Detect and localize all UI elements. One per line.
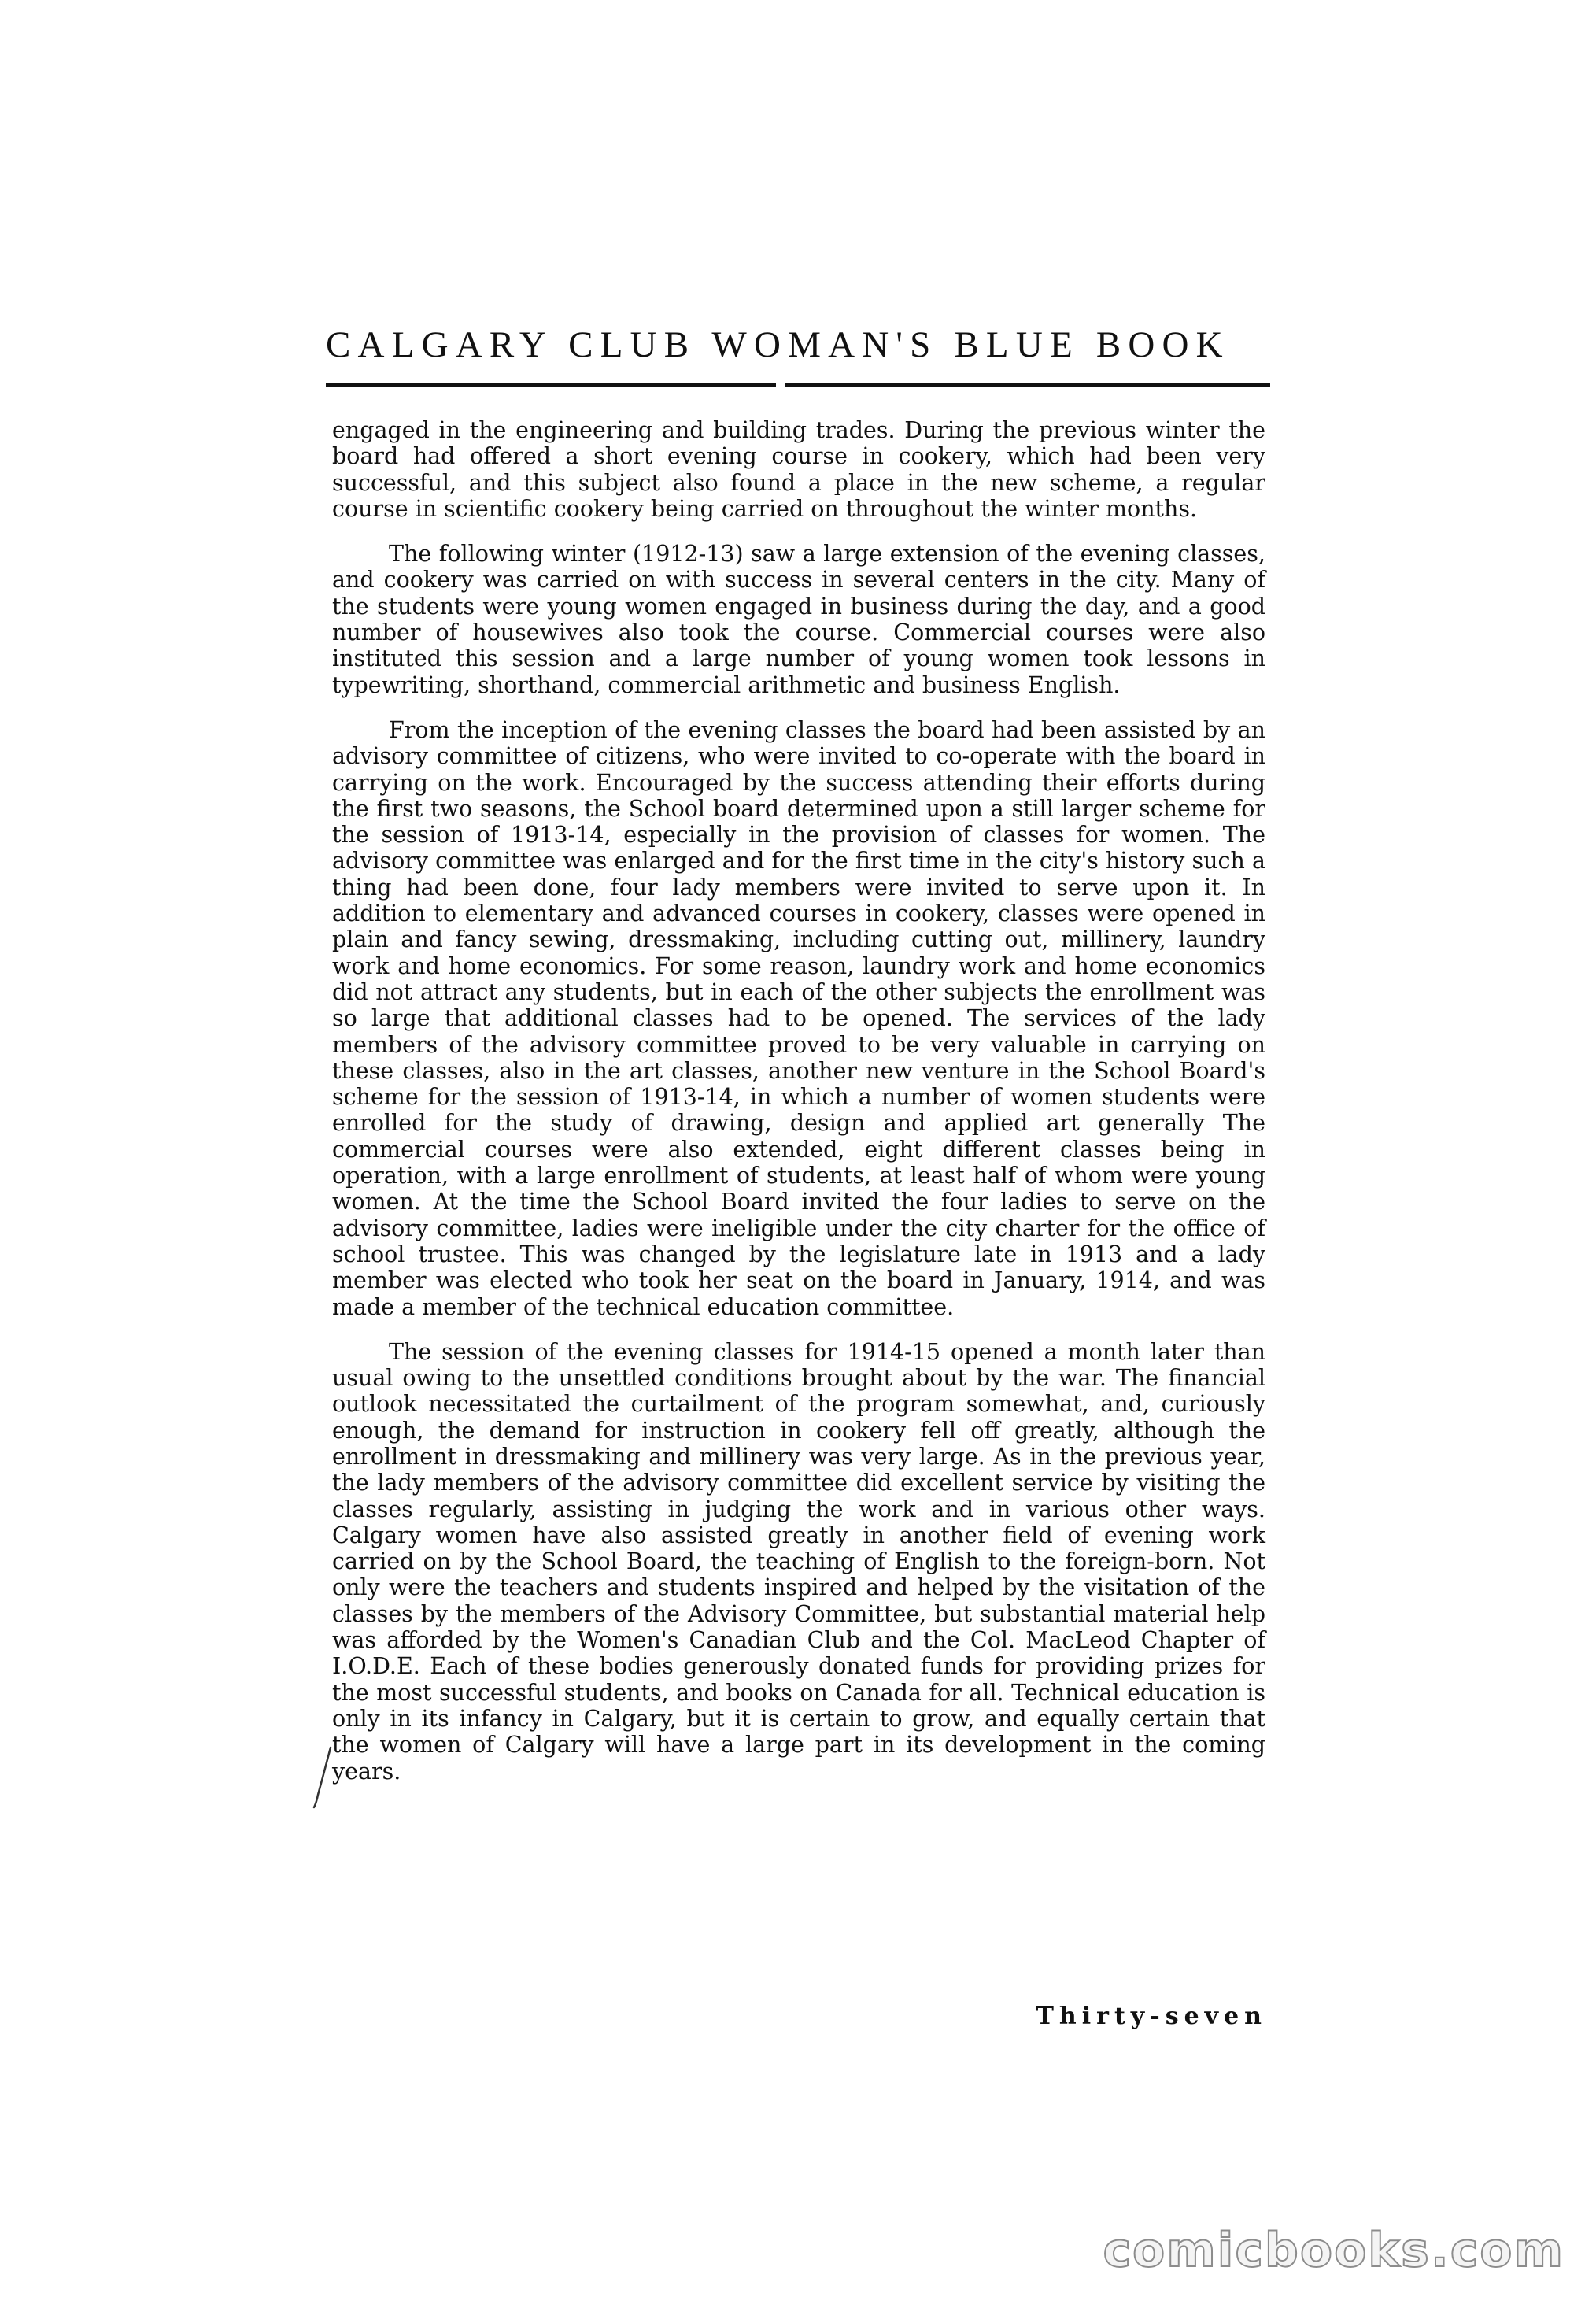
site-watermark: comicbooks.com xyxy=(1103,2223,1565,2278)
margin-pencil-mark xyxy=(312,1746,332,1809)
paragraph-4: The session of the evening classes for 1914-15 opened a month later than usual owing to the unsettled conditions brought about by the war. The financial outlook necessitated the curtailment of the program somewhat, and, curiously enough, the demand for instruction in cookery fell off greatly, although the enrollment in dressmaking and millinery was very large. As in the previous year, the lady members of the advisory committee did excellent service by visiting the classes regularly, assisting in judging the work and in various other ways. Calgary women have also assisted greatly in another field of evening work carried on by the School Board, the teaching of English to the foreign-born. Not only were the teachers and students inspired and helped by the visitation of the classes by the members of the Advisory Committee, but substantial material help was afforded by the Women's Canadian Club and the Col. MacLeod Chapter of I.O.D.E. Each of these bodies generously donated funds for providing prizes for the most successful students, and books on Canada for all. Technical education is only in its infancy in Calgary, but it is certain to grow, and equally certain that the women of Calgary will have a large part in its development in the coming years. xyxy=(332,1338,1265,1785)
header-rule-right xyxy=(785,383,1270,387)
header-rule-left xyxy=(326,383,776,387)
paragraph-2: The following winter (1912-13) saw a large extension of the evening classes, and cookery was carried on with success in several centers in the city. Many of the students were young women engaged in business during the day, and a good number of housewives also took the course. Commercial courses were also instituted this session and a large number of young women took lessons in typewriting, shorthand, commercial arithmetic and business English. xyxy=(332,541,1265,698)
paragraph-1: engaged in the engineering and building trades. During the previous winter the board had offered a short evening course in cookery, which had been very successful, and this subject also found a place in the new scheme, a regular course in scientific cookery being carried on throughout the winter months. xyxy=(332,417,1265,522)
page-number: Thirty-seven xyxy=(1036,2003,1267,2030)
body-text xyxy=(332,417,1265,1803)
page-header xyxy=(326,321,1270,392)
paragraph-3: From the inception of the evening classes the board had been assisted by an advisory committee of citizens, who were invited to co-operate with the board in carrying on the work. Encouraged by the success attending their efforts during the first two seasons, the School board determined upon a still larger scheme for the session of 1913-14, especially in the provision of classes for women. The advisory committee was enlarged and for the first time in the city's history such a thing had been done, four lady members were invited to serve upon it. In addition to elementary and advanced courses in cookery, classes were opened in plain and fancy sewing, dressmaking, including cutting out, millinery, laundry work and home economics. For some reason, laundry work and home economics did not attract any students, but in each of the other subjects the enrollment was so large that additional classes had to be opened. The services of the lady members of the advisory committee proved to be very valuable in carrying on these classes, also in the art classes, another new venture in the School Board's scheme for the session of 1913-14, in which a number of women students were enrolled for the study of drawing, design and applied art generally The commercial courses were also extended, eight different classes being in operation, with a large enrollment of students, at least half of whom were young women. At the time the School Board invited the four ladies to serve on the advisory committee, ladies were ineligible under the city charter for the office of school trustee. This was changed by the legislature late in 1913 and a lady member was elected who took her seat on the board in January, 1914, and was made a member of the technical education committee. xyxy=(332,716,1265,1320)
page-title: CALGARY CLUB WOMAN'S BLUE BOOK xyxy=(326,324,1230,365)
